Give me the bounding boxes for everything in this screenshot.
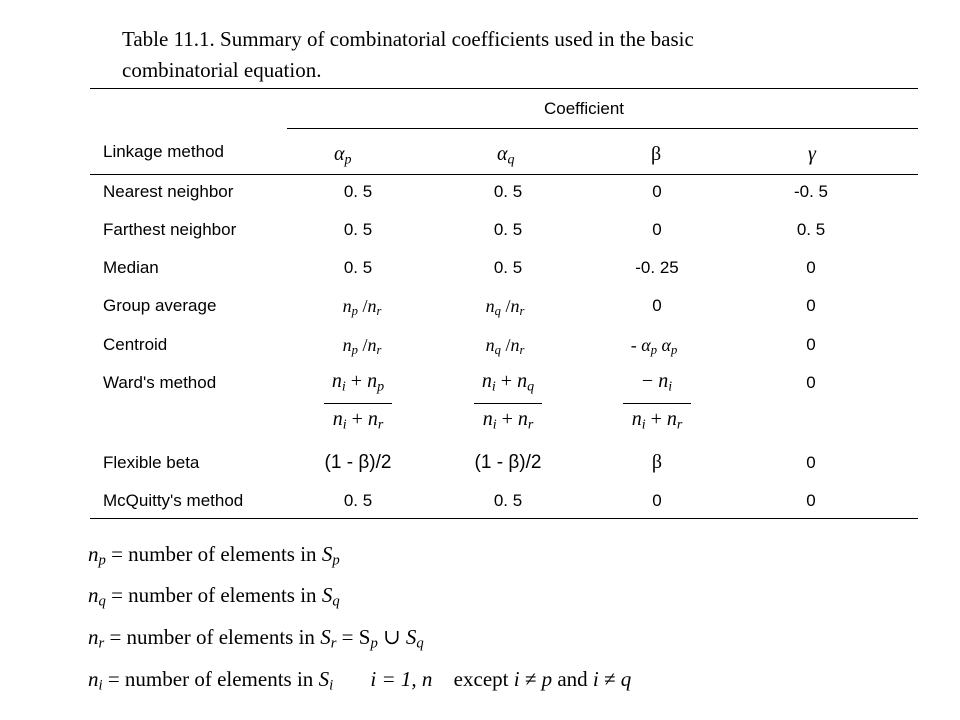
footnote-np: $n_p$ = number of elements in $S_p$: [88, 542, 340, 569]
fraction-bar: [324, 403, 392, 404]
col-header-alpha-p: $\alpha_p$: [334, 143, 352, 168]
cell-value: 0. 5: [493, 258, 523, 277]
col-header-gamma: γ: [808, 143, 816, 165]
col-header-beta: β: [651, 143, 662, 165]
cell-value: (1 - β)/2: [474, 452, 542, 473]
cell-value: 0: [652, 220, 662, 239]
cell-value: 0: [806, 453, 816, 472]
coefficient-header: Coefficient: [544, 99, 625, 118]
cell-formula: $n_q$ $/n_r$: [485, 296, 525, 319]
table-caption: [122, 24, 842, 86]
cell-value: 0: [806, 373, 816, 392]
cell-value: 0: [806, 335, 816, 354]
cell-value: 0. 5: [493, 220, 523, 239]
cell-formula: - $\alpha_p$ $\alpha_p$: [630, 335, 678, 358]
cell-value: 0. 5: [796, 220, 826, 239]
footnote-nq: $n_q$ = number of elements in $S_q$: [88, 583, 340, 610]
cell-value: 0: [652, 296, 662, 315]
cell-formula: $n_p$ $/n_r$: [342, 296, 382, 319]
ward-alpha-p-fraction: $n_i + n_p$ $n_i + n_r$: [318, 368, 398, 438]
row-label-flexible-beta: Flexible beta: [103, 453, 200, 472]
cell-value: 0. 5: [343, 182, 373, 201]
cell-value: 0. 5: [493, 182, 523, 201]
cell-value: 0. 5: [343, 258, 373, 277]
col-header-alpha-q: $\alpha_q$: [497, 143, 515, 168]
row-label-centroid: Centroid: [103, 335, 168, 354]
linkage-method-header: Linkage method: [103, 142, 224, 161]
cell-value: 0: [806, 296, 816, 315]
cell-value: -0. 5: [793, 182, 829, 201]
ward-alpha-q-fraction: $n_i + n_q$ $n_i + n_r$: [468, 368, 548, 438]
table-top-rule: [90, 88, 918, 89]
cell-value: 0: [652, 491, 662, 510]
row-label-group-average: Group average: [103, 296, 217, 315]
fraction-bar: [623, 403, 691, 404]
fraction-bar: [474, 403, 542, 404]
row-label-wards-method: Ward's method: [103, 373, 217, 392]
footnote-nr: $n_r$ = number of elements in $S_r = S_p$ ∪ $S_q$: [88, 625, 424, 652]
cell-value: 0. 5: [343, 220, 373, 239]
cell-value: 0. 5: [493, 491, 523, 510]
cell-value: (1 - β)/2: [324, 452, 392, 473]
cell-value: 0: [652, 182, 662, 201]
cell-value: 0. 5: [343, 491, 373, 510]
row-label-median: Median: [103, 258, 159, 277]
cell-value: 0: [806, 258, 816, 277]
caption-line-1: Table 11.1. Summary of combinatorial coefficients used in the basic: [122, 27, 694, 51]
header-bottom-rule: [90, 174, 918, 175]
table-bottom-rule: [90, 518, 918, 519]
row-label-nearest-neighbor: Nearest neighbor: [103, 182, 234, 201]
cell-value: 0: [806, 491, 816, 510]
caption-line-2: combinatorial equation.: [122, 58, 322, 82]
cell-value: β: [651, 451, 663, 473]
cell-formula: $n_p$ $/n_r$: [342, 335, 382, 358]
cell-formula: $n_q$ $/n_r$: [485, 335, 525, 358]
coefficient-group-rule: [287, 128, 918, 129]
row-label-farthest-neighbor: Farthest neighbor: [103, 220, 237, 239]
row-label-mcquittys-method: McQuitty's method: [103, 491, 244, 510]
cell-value: -0. 25: [635, 258, 679, 277]
ward-beta-fraction: − $n_i$ $n_i + n_r$: [617, 368, 697, 438]
union-symbol: ∪: [383, 625, 401, 649]
footnote-ni: $n_i$ = number of elements in $S_i$ i = 1, n except i ≠ p and i ≠ q: [88, 667, 632, 694]
